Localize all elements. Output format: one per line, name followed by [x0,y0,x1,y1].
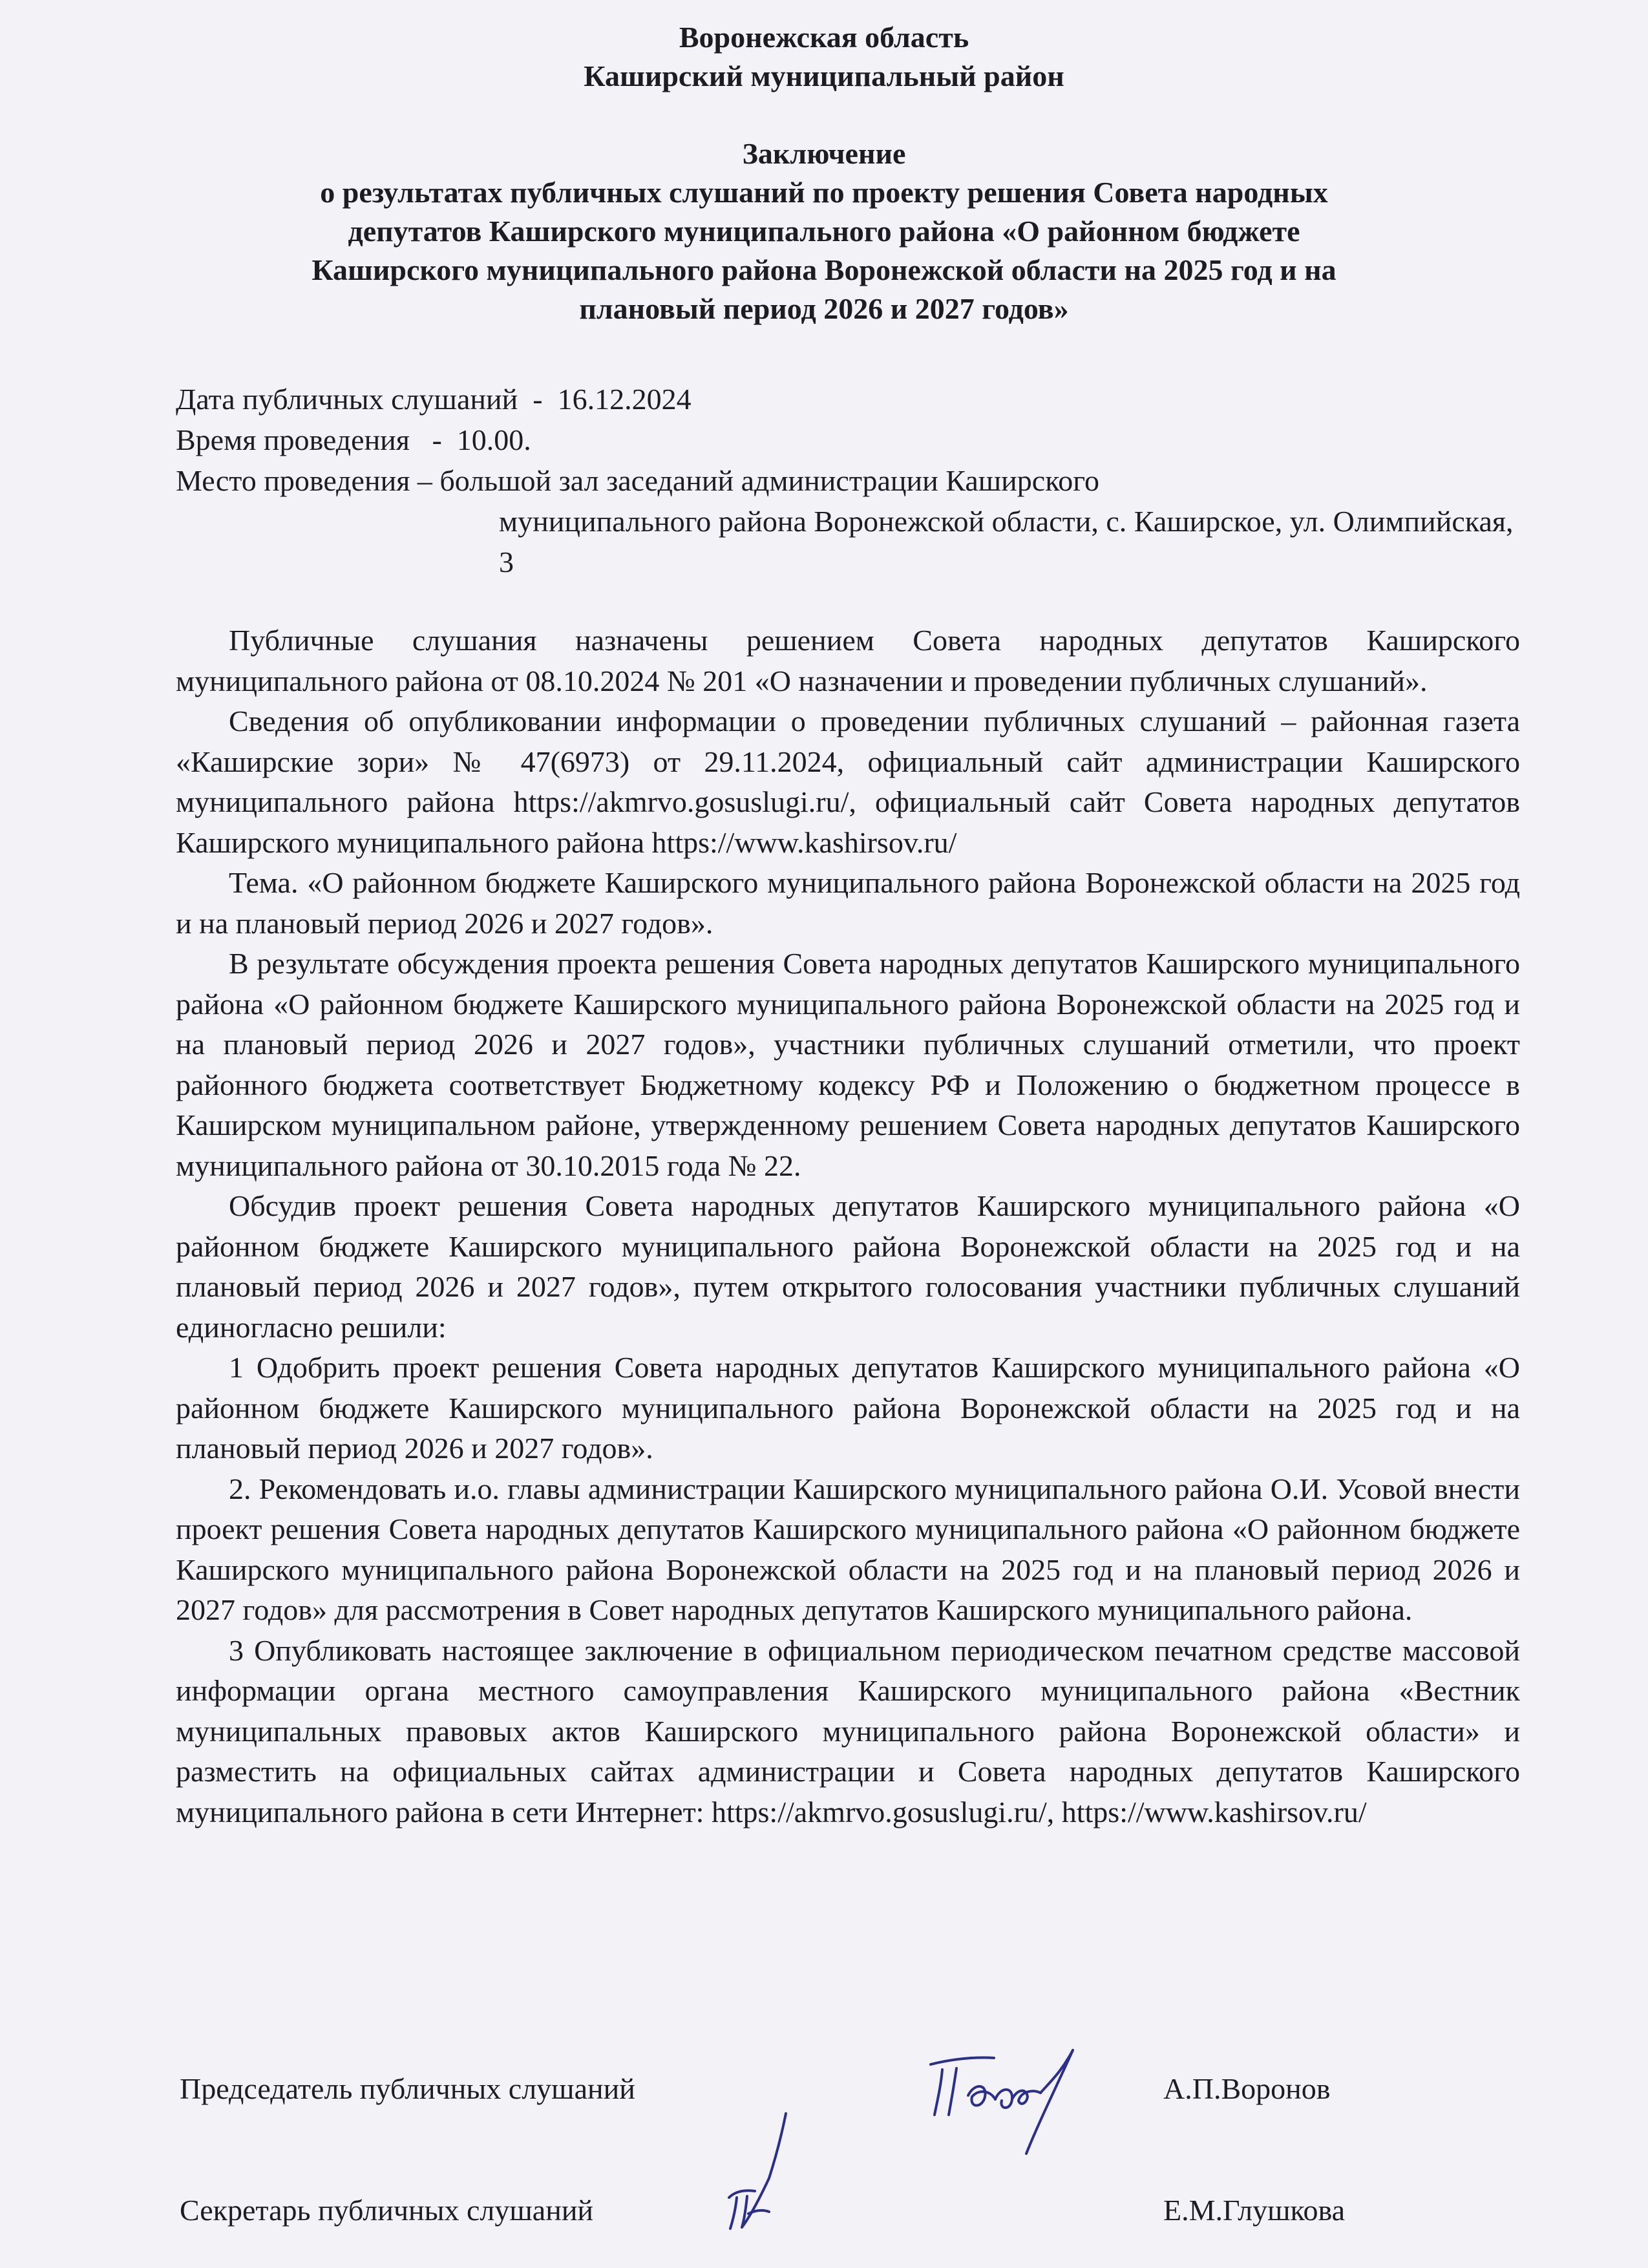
paragraph-appointment: Публичные слушания назначены решением Совета народных депутатов Каширского муниципального района от 08.10.2024 № 201 «О назначении и проведении публичных слушаний». [176,624,1520,697]
title-line-4: плановый период 2026 и 2027 годов» [579,292,1069,325]
hearing-place: Место проведения – большой зал заседаний администрации Каширского [176,464,1099,497]
hearing-time: Время проведения - 10.00. [176,423,531,456]
secretary-label: Секретарь публичных слушаний [180,2194,594,2227]
chair-signature-row [180,2070,1472,2108]
hearing-date: Дата публичных слушаний - 16.12.2024 [176,383,692,416]
document-body [176,620,1520,1832]
paragraph-discussion: В результате обсуждения проекта решения Совета народных депутатов Каширского муниципального района «О районном бюджете Каширского муниципального района Воронежской области на 2025 год и на плановый период 2026 и 2027 годов», участники публичных слушаний отметили, что проект районного бюджета соответствует Бюджетному кодексу РФ и Положению о бюджетном процессе в Каширском муниципальном районе, утвержденному решением Совета народных депутатов Каширского муниципального района от 30.10.2015 года № 22. [176,947,1520,1182]
paragraph-decision: Обсудив проект решения Совета народных депутатов Каширского муниципального района «О районном бюджете Каширского муниципального района Воронежской области на 2025 год и на плановый период 2026 и 2027 годов», путем открытого голосования участники публичных слушаний единогласно решили: [176,1189,1520,1344]
paragraph-topic: Тема. «О районном бюджете Каширского муниципального района Воронежской области на 2025 год и на плановый период 2026 и 2027 годов». [176,866,1520,940]
secretary-name: Е.М.Глушкова [1163,2194,1346,2227]
secretary-signature-row [180,2191,1472,2230]
secretary-handwritten-signature [710,2101,800,2252]
document-type-heading: Заключение [742,137,906,170]
title-line-3: Каширского муниципального района Воронежской области на 2025 год и на [312,253,1336,286]
hearing-details [176,379,1520,582]
paragraph-publication: Сведения об опубликовании информации о проведении публичных слушаний – районная газета «Каширские зори» № 47(6973) от 29.11.2024, официальный сайт администрации Каширского муниципального района https://akmrvo.gosuslugi.ru/, официальный сайт Совета народных депутатов Каширского муниципального района https://www.kashirsov.ru/ [176,705,1520,859]
region-heading: Воронежская область [679,21,969,54]
document-header [0,18,1648,328]
chair-handwritten-signature [923,2024,1091,2163]
chair-label: Председатель публичных слушаний [180,2072,635,2105]
signature-block [180,2070,1472,2230]
district-heading: Каширский муниципальный район [584,59,1064,92]
title-line-2: депутатов Каширского муниципального района «О районном бюджете [348,215,1300,248]
resolution-item-1: 1 Одобрить проект решения Совета народных депутатов Каширского муниципального района «О районном бюджете Каширского муниципального района Воронежской области на 2025 год и на плановый период 2026 и 2027 годов». [176,1351,1520,1465]
title-line-1: о результатах публичных слушаний по проекту решения Совета народных [320,176,1328,209]
hearing-place-continued: муниципального района Воронежской области, с. Каширское, ул. Олимпийская, 3 [499,505,1514,578]
resolution-item-2: 2. Рекомендовать и.о. главы администрации Каширского муниципального района О.И. Усовой внести проект решения Совета народных депутатов Каширского муниципального района «О районном бюджете Каширского муниципального района Воронежской области на 2025 год и на плановый период 2026 и 2027 годов» для рассмотрения в Совет народных депутатов Каширского муниципального района. [176,1472,1520,1626]
resolution-item-3: 3 Опубликовать настоящее заключение в официальном периодическом печатном средстве массовой информации органа местного самоуправления Каширского муниципального района «Вестник муниципальных правовых актов Каширского муниципального района Воронежской области» и разместить на официальных сайтах администрации и Совета народных депутатов Каширского муниципального района в сети Интернет: https://akmrvo.gosuslugi.ru/, https://www.kashirsov.ru/ [176,1633,1520,1828]
chair-name: А.П.Воронов [1163,2072,1331,2105]
